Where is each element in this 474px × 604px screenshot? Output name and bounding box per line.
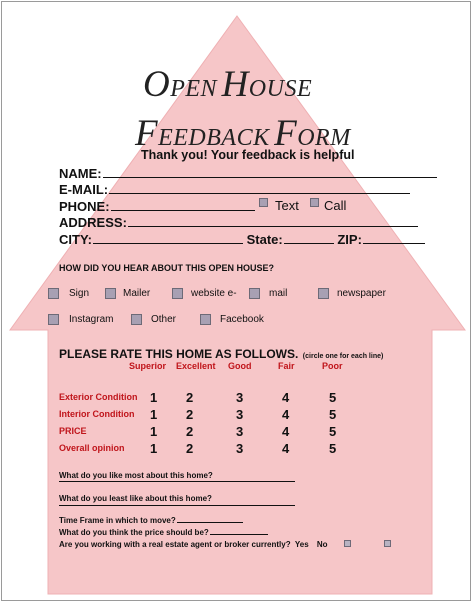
question-agent: Are you working with a real estate agent or broker currently? Yes No — [59, 540, 328, 549]
rating-value[interactable]: 5 — [329, 424, 337, 439]
mailer-checkbox[interactable] — [105, 288, 116, 299]
scale-fair: Fair — [278, 361, 295, 371]
rating-row-label: Overall opinion — [59, 443, 125, 453]
rating-value[interactable]: 4 — [282, 390, 290, 405]
name-field[interactable]: NAME: — [59, 166, 437, 181]
agent-yes-checkbox[interactable] — [344, 540, 351, 547]
rating-value[interactable]: 2 — [186, 390, 194, 405]
thank-you-text: Thank you! Your feedback is helpful — [141, 148, 355, 162]
call-option-label: Call — [324, 198, 347, 213]
address-field[interactable]: ADDRESS: — [59, 215, 418, 230]
rating-value[interactable]: 3 — [236, 424, 244, 439]
instagram-label: Instagram — [69, 314, 114, 325]
agent-no-checkbox[interactable] — [384, 540, 391, 547]
rating-value[interactable]: 4 — [282, 441, 290, 456]
rating-value[interactable]: 3 — [236, 407, 244, 422]
rating-value[interactable]: 4 — [282, 424, 290, 439]
question-like-least[interactable]: What do you least like about this home? — [59, 494, 212, 503]
heard-question: HOW DID YOU HEAR ABOUT THIS OPEN HOUSE? — [59, 263, 275, 273]
rating-value[interactable]: 3 — [236, 441, 244, 456]
mail-checkbox[interactable] — [249, 288, 260, 299]
website-email-checkbox[interactable] — [172, 288, 183, 299]
instagram-checkbox[interactable] — [48, 314, 59, 325]
rating-value[interactable]: 2 — [186, 424, 194, 439]
phone-field[interactable]: PHONE: — [59, 199, 255, 214]
facebook-checkbox[interactable] — [200, 314, 211, 325]
city-field[interactable]: CITY: State: ZIP: — [59, 232, 425, 247]
mail-label: mail — [269, 288, 288, 299]
title-line-1: OPEN HOUSE — [143, 64, 313, 105]
rating-value[interactable]: 2 — [186, 441, 194, 456]
question-time-frame[interactable]: Time Frame in which to move? — [59, 516, 243, 525]
email-field[interactable]: E-MAIL: — [59, 182, 410, 197]
rating-value[interactable]: 5 — [329, 441, 337, 456]
newspaper-checkbox[interactable] — [318, 288, 329, 299]
call-checkbox[interactable] — [310, 198, 319, 207]
rating-value[interactable]: 1 — [150, 441, 158, 456]
text-checkbox[interactable] — [259, 198, 268, 207]
rating-row-label: Exterior Condition — [59, 392, 138, 402]
facebook-label: Facebook — [220, 314, 264, 325]
like-least-answer-line[interactable] — [59, 505, 295, 506]
rating-value[interactable]: 5 — [329, 407, 337, 422]
rating-value[interactable]: 2 — [186, 407, 194, 422]
website-email-label: website e- — [191, 288, 237, 299]
question-like-most[interactable]: What do you like most about this home? — [59, 471, 213, 480]
rating-value[interactable]: 1 — [150, 424, 158, 439]
title-line-2: FEEDBACK FORM — [135, 113, 351, 154]
other-label: Other — [151, 314, 177, 325]
rating-title: PLEASE RATE THIS HOME AS FOLLOWS. (circle one for each line) — [59, 347, 384, 361]
text-option-label: Text — [275, 198, 299, 213]
sign-checkbox[interactable] — [48, 288, 59, 299]
mailer-label: Mailer — [123, 288, 151, 299]
sign-label: Sign — [69, 288, 90, 299]
scale-poor: Poor — [322, 361, 343, 371]
rating-row-label: PRICE — [59, 426, 87, 436]
rating-value[interactable]: 1 — [150, 407, 158, 422]
rating-value[interactable]: 3 — [236, 390, 244, 405]
other-checkbox[interactable] — [131, 314, 142, 325]
like-most-answer-line[interactable] — [59, 481, 295, 482]
rating-value[interactable]: 1 — [150, 390, 158, 405]
rating-value[interactable]: 5 — [329, 390, 337, 405]
newspaper-label: newspaper — [337, 288, 386, 299]
scale-excellent: Excellent — [176, 361, 216, 371]
scale-superior: Superior — [129, 361, 167, 371]
rating-row-label: Interior Condition — [59, 409, 135, 419]
question-price[interactable]: What do you think the price should be? — [59, 528, 268, 537]
scale-good: Good — [228, 361, 252, 371]
rating-value[interactable]: 4 — [282, 407, 290, 422]
